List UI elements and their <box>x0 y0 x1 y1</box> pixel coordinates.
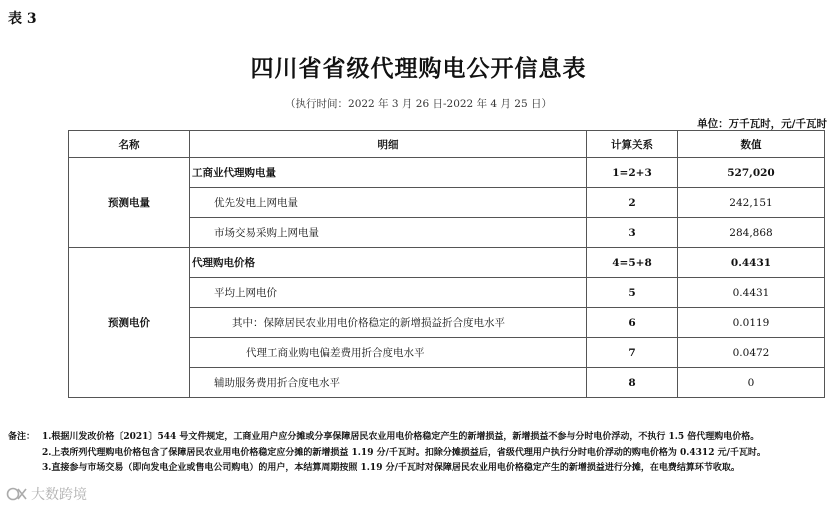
unit-label: 单位：万千瓦时，元/千瓦时 <box>697 118 827 130</box>
group-name: 预测电价 <box>69 248 190 398</box>
note-item: 2.上表所列代理购电价格包含了保障居民农业用电价格稳定应分摊的新增损益 1.19 分/千瓦时。扣除分摊损益后，省级代理用户执行分时电价浮动的购电价格为 0.4312 元/千瓦时。 <box>42 447 766 458</box>
row-value: 0.4431 <box>678 278 825 308</box>
table-header-row <box>69 131 825 158</box>
watermark <box>6 484 87 504</box>
row-detail: 代理工商业购电偏差费用折合度电水平 <box>190 338 587 368</box>
watermark-text: 大数跨境 <box>31 487 87 503</box>
table-row <box>69 158 825 188</box>
logo-icon <box>6 486 28 502</box>
table-number: 表 3 <box>8 11 37 27</box>
group-name: 预测电量 <box>69 158 190 248</box>
row-detail: 市场交易采购上网电量 <box>190 218 587 248</box>
row-relation: 6 <box>587 308 678 338</box>
row-value: 0 <box>678 368 825 398</box>
row-relation: 8 <box>587 368 678 398</box>
row-value: 0.0119 <box>678 308 825 338</box>
row-relation: 7 <box>587 338 678 368</box>
row-detail: 辅助服务费用折合度电水平 <box>190 368 587 398</box>
header-name: 名称 <box>69 131 190 158</box>
row-value: 284,868 <box>678 218 825 248</box>
table-row <box>69 248 825 278</box>
row-relation: 4=5+8 <box>587 248 678 278</box>
row-detail: 代理购电价格 <box>190 248 587 278</box>
row-detail: 其中：保障居民农业用电价格稳定的新增损益折合度电水平 <box>190 308 587 338</box>
row-relation: 5 <box>587 278 678 308</box>
row-relation: 3 <box>587 218 678 248</box>
document-title: 四川省省级代理购电公开信息表 <box>250 55 587 82</box>
notes-section <box>8 430 833 477</box>
row-value: 242,151 <box>678 188 825 218</box>
row-value: 527,020 <box>678 158 825 188</box>
row-detail: 平均上网电价 <box>190 278 587 308</box>
info-table <box>68 130 825 398</box>
execution-period: （执行时间：2022 年 3 月 26 日-2022 年 4 月 25 日） <box>285 98 552 110</box>
note-item: 1.根据川发改价格〔2021〕544 号文件规定，工商业用户应分摊或分享保障居民农业用电价格稳定产生的新增损益，新增损益不参与分时电价浮动，不执行 1.5 倍代理购电价格。 <box>42 432 760 442</box>
header-detail: 明细 <box>190 131 587 158</box>
row-relation: 2 <box>587 188 678 218</box>
row-value: 0.0472 <box>678 338 825 368</box>
row-value: 0.4431 <box>678 248 825 278</box>
note-item: 3.直接参与市场交易（即向发电企业或售电公司购电）的用户，本结算周期按照 1.19 分/千瓦时对保障居民农业用电价格稳定产生的新增损益进行分摊，在电费结算环节收取。 <box>42 463 740 473</box>
notes-label: 备注： <box>8 432 36 442</box>
row-detail: 工商业代理购电量 <box>190 158 587 188</box>
header-value: 数值 <box>678 131 825 158</box>
row-detail: 优先发电上网电量 <box>190 188 587 218</box>
row-relation: 1=2+3 <box>587 158 678 188</box>
header-relation: 计算关系 <box>587 131 678 158</box>
